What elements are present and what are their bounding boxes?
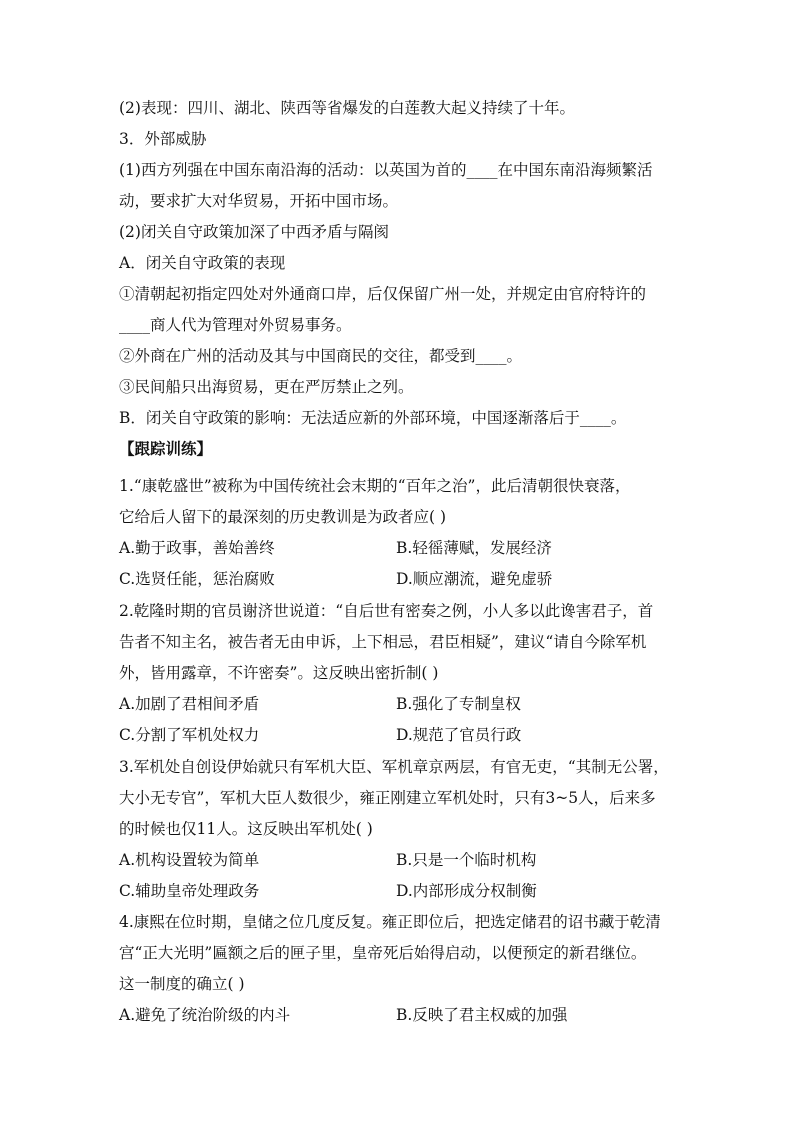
- question-1-option-b[interactable]: B.轻徭薄赋，发展经济: [396, 539, 552, 557]
- western-powers-line-1: (1)西方列强在中国东南沿海的活动：以英国为首的____在中国东南沿海频繁活: [119, 161, 653, 179]
- item-3: ③民间船只出海贸易，更在严厉禁止之列。: [119, 378, 414, 396]
- question-2-option-b[interactable]: B.强化了专制皇权: [396, 695, 521, 713]
- question-3-options-row-2: [119, 880, 679, 902]
- question-1-option-d[interactable]: D.顺应潮流，避免虚骄: [396, 570, 553, 588]
- item-2: ②外商在广州的活动及其与中国商民的交往，都受到____。: [119, 347, 523, 365]
- question-2-option-d[interactable]: D.规范了官员行政: [396, 726, 522, 744]
- question-1-line-2: 它给后人留下的最深刻的历史教训是为政者应( ): [119, 508, 447, 526]
- question-1-options-row-2: [119, 568, 679, 590]
- question-3-line-2: 大小无专官”，军机大臣人数很少，雍正刚建立军机处时，只有3~5人，后来多: [119, 789, 656, 807]
- question-4-options-row-1: [119, 1004, 679, 1026]
- question-4-line-3: 这一制度的确立( ): [119, 975, 245, 993]
- question-1-line-1: 1.“康乾盛世”被称为中国传统社会末期的“百年之治”，此后清朝很快衰落，: [119, 477, 631, 495]
- question-1-options-row-1: [119, 537, 679, 559]
- closed-door-impact: B．闭关自守政策的影响：无法适应新的外部环境，中国逐渐落后于____。: [119, 409, 627, 427]
- question-2-line-3: 外，皆用露章，不许密奏”。这反映出密折制( ): [119, 664, 439, 682]
- closed-door-manifest: A．闭关自守政策的表现: [119, 254, 286, 272]
- western-powers-line-2: 动，要求扩大对华贸易，开拓中国市场。: [119, 192, 399, 210]
- closed-door-heading: (2)闭关自守政策加深了中西矛盾与隔阂: [119, 223, 389, 241]
- question-2-option-c[interactable]: C.分割了军机处权力: [119, 726, 260, 744]
- question-3-option-d[interactable]: D.内部形成分权制衡: [396, 882, 537, 900]
- question-2-options-row-2: [119, 724, 679, 746]
- question-2-option-a[interactable]: A.加剧了君相间矛盾: [119, 695, 260, 713]
- question-4-option-a[interactable]: A.避免了统治阶级的内斗: [119, 1006, 291, 1024]
- question-2-options-row-1: [119, 693, 679, 715]
- question-1-option-c[interactable]: C.选贤任能，惩治腐败: [119, 570, 275, 588]
- question-2-line-2: 告者不知主名，被告者无由申诉，上下相忌，君臣相疑”，建议“请自今除军机: [119, 633, 647, 651]
- practice-heading: 【跟踪训练】: [119, 439, 213, 458]
- question-4-line-1: 4.康熙在位时期，皇储之位几度反复。雍正即位后，把选定储君的诏书藏于乾清: [119, 913, 661, 931]
- question-1-option-a[interactable]: A.勤于政事，善始善终: [119, 539, 275, 557]
- question-3-line-1: 3.军机处自创设伊始就只有军机大臣、军机章京两层，有官无吏，“其制无公署，: [119, 758, 669, 776]
- item-1-line-1: ①清朝起初指定四处对外通商口岸，后仅保留广州一处，并规定由官府特许的: [119, 285, 647, 303]
- question-2-line-1: 2.乾隆时期的官员谢济世说道：“自后世有密奏之例，小人多以此谗害君子，首: [119, 602, 654, 620]
- heading-external-threat: 3．外部威胁: [119, 130, 207, 148]
- section-2-manifestation: (2)表现：四川、湖北、陕西等省爆发的白莲教大起义持续了十年。: [119, 99, 575, 117]
- item-1-line-2: ____商人代为管理对外贸易事务。: [119, 316, 352, 334]
- question-3-option-a[interactable]: A.机构设置较为简单: [119, 851, 260, 869]
- question-3-options-row-1: [119, 849, 679, 871]
- question-3-line-3: 的时候也仅11人。这反映出军机处( ): [119, 820, 373, 838]
- question-3-option-c[interactable]: C.辅助皇帝处理政务: [119, 882, 260, 900]
- question-3-option-b[interactable]: B.只是一个临时机构: [396, 851, 537, 869]
- question-4-line-2: 宫“正大光明”匾额之后的匣子里，皇帝死后始得启动，以便预定的新君继位。: [119, 944, 647, 962]
- question-4-option-b[interactable]: B.反映了君主权威的加强: [396, 1006, 568, 1024]
